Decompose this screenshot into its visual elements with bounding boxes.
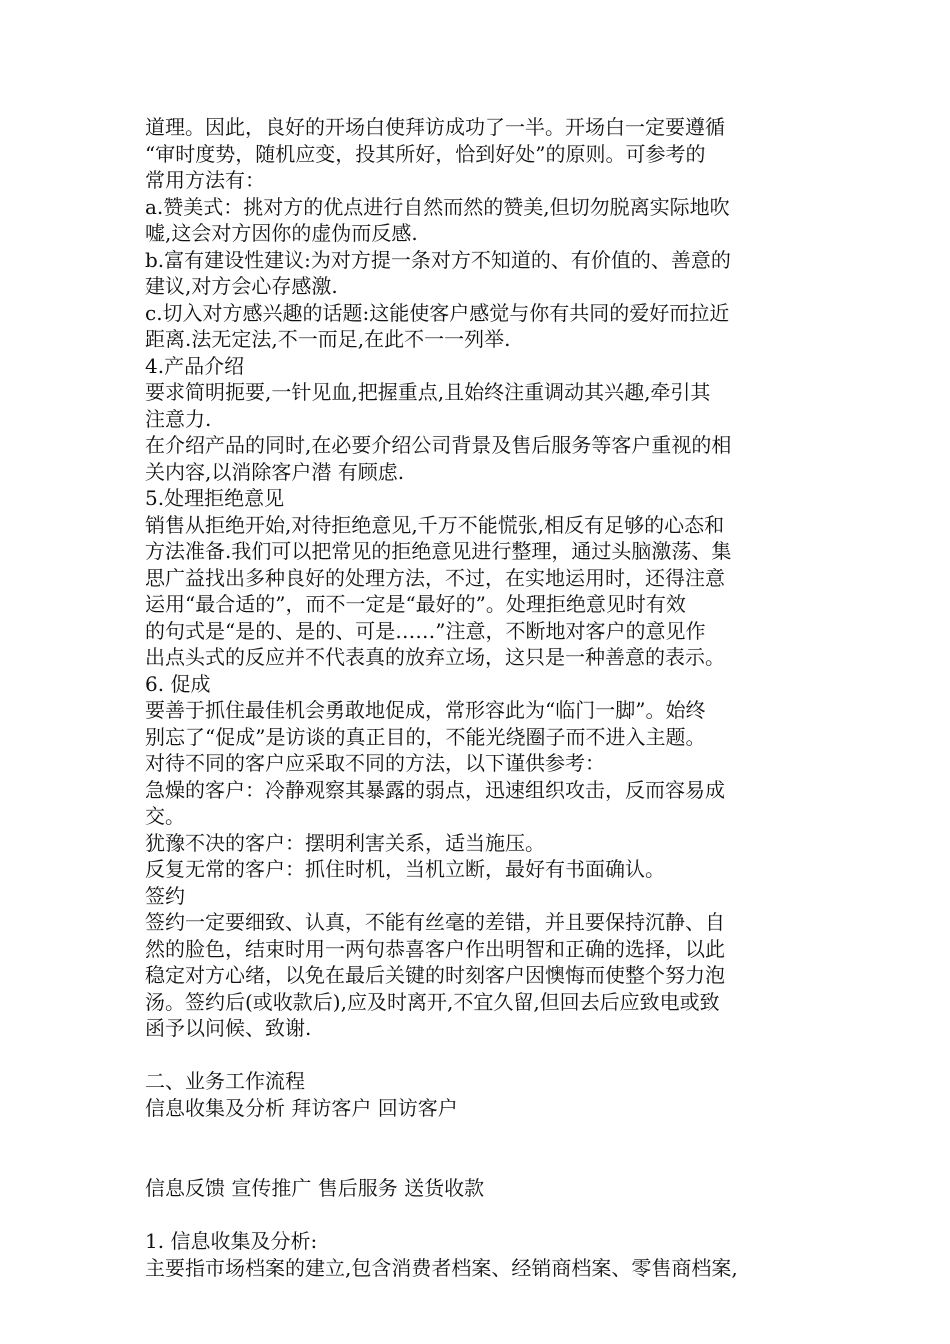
body-text-line: 思广益找出多种良好的处理方法，不过，在实地运用时，还得注意 [145,565,725,590]
body-text-line: “审时度势，随机应变，投其所好，恰到好处”的原则。可参考的 [145,141,706,166]
list-item-b: b.富有建设性建议:为对方提一条对方不知道的、有价值的、善意的 [145,247,731,272]
body-text-line: 道理。因此，良好的开场白使拜访成功了一半。开场白一定要遵循 [145,115,725,139]
body-text-line: 建议,对方会心存感激. [145,274,338,298]
body-text-line: 函予以问候、致谢. [145,1016,312,1040]
body-text-line: 销售从拒绝开始,对待拒绝意见,千万不能慌张,相反有足够的心态和 [145,512,725,537]
body-text-line: 稳定对方心绪，以免在最后关键的时刻客户因懊悔而使整个努力泡 [145,963,725,987]
heading-signing: 签约 [145,883,185,908]
body-text-line: 距离.法无定法,不一而足,在此不一一列举. [145,327,511,351]
body-text-line: 犹豫不决的客户：摆明利害关系，适当施压。 [145,830,545,855]
body-text-line: 要善于抓住最佳机会勇敢地促成，常形容此为“临门一脚”。始终 [145,698,706,722]
heading-closing: 6. 促成 [145,671,211,696]
body-text-line: 汤。签约后(或收款后),应及时离开,不宜久留,但回去后应致电或致 [145,989,720,1014]
body-text-line: 别忘了“促成”是访谈的真正目的，不能光绕圈子而不进入主题。 [145,724,706,749]
body-text-line: 主要指市场档案的建立,包含消费者档案、经销商档案、零售商档案, [145,1255,738,1280]
body-text-line: 签约一定要细致、认真，不能有丝毫的差错，并且要保持沉静、自 [145,910,725,934]
body-text-line: 关内容,以消除客户潜 有顾虑. [145,459,405,484]
body-text-line: 的句式是“是的、是的、可是……”注意，不断地对客户的意见作 [145,618,706,643]
body-text-line: 注意力. [145,406,212,431]
spacer [145,1042,811,1069]
body-text-line: 在介绍产品的同时,在必要介绍公司背景及售后服务等客户重视的相 [145,433,732,457]
list-item-a: a.赞美式：挑对方的优点进行自然而然的赞美,但切勿脱离实际地吹 [145,194,730,219]
workflow-row-2: 信息反馈 宣传推广 售后服务 送货收款 [145,1176,485,1200]
heading-handle-objections: 5.处理拒绝意见 [145,486,285,510]
list-item-c: c.切入对方感兴趣的话题:这能使客户感觉与你有共同的爱好而拉近 [145,300,730,325]
body-text-line: 要求简明扼要,一针见血,把握重点,且始终注重调动其兴趣,牵引其 [145,380,711,404]
spacer [145,1202,811,1229]
spacer [145,1121,811,1175]
body-text-line: 嘘,这会对方因你的虚伪而反感. [145,221,418,245]
workflow-row-1: 信息收集及分析 拜访客户 回访客户 [145,1095,458,1120]
body-text-line: 交。 [145,804,185,828]
heading-product-intro: 4.产品介绍 [145,353,245,378]
body-text-line: 运用“最合适的”，而不一定是“最好的”。处理拒绝意见时有效 [145,592,686,616]
subsection-title: 1. 信息收集及分析: [145,1229,318,1253]
body-text-line: 出点头式的反应并不代表真的放弃立场，这只是一种善意的表示。 [145,645,725,669]
body-text-line: 常用方法有： [145,168,265,192]
body-text-line: 方法准备.我们可以把常见的拒绝意见进行整理，通过头脑激荡、集 [145,539,732,563]
section-title: 二、业务工作流程 [145,1069,305,1093]
body-text-line: 然的脸色，结束时用一两句恭喜客户作出明智和正确的选择，以此 [145,936,725,961]
body-text-line: 反复无常的客户：抓住时机，当机立断，最好有书面确认。 [145,857,665,881]
document-body [145,114,811,1281]
body-text-line: 对待不同的客户应采取不同的方法，以下谨供参考： [145,751,605,775]
body-text-line: 急燥的客户：冷静观察其暴露的弱点，迅速组织攻击，反而容易成 [145,777,725,802]
